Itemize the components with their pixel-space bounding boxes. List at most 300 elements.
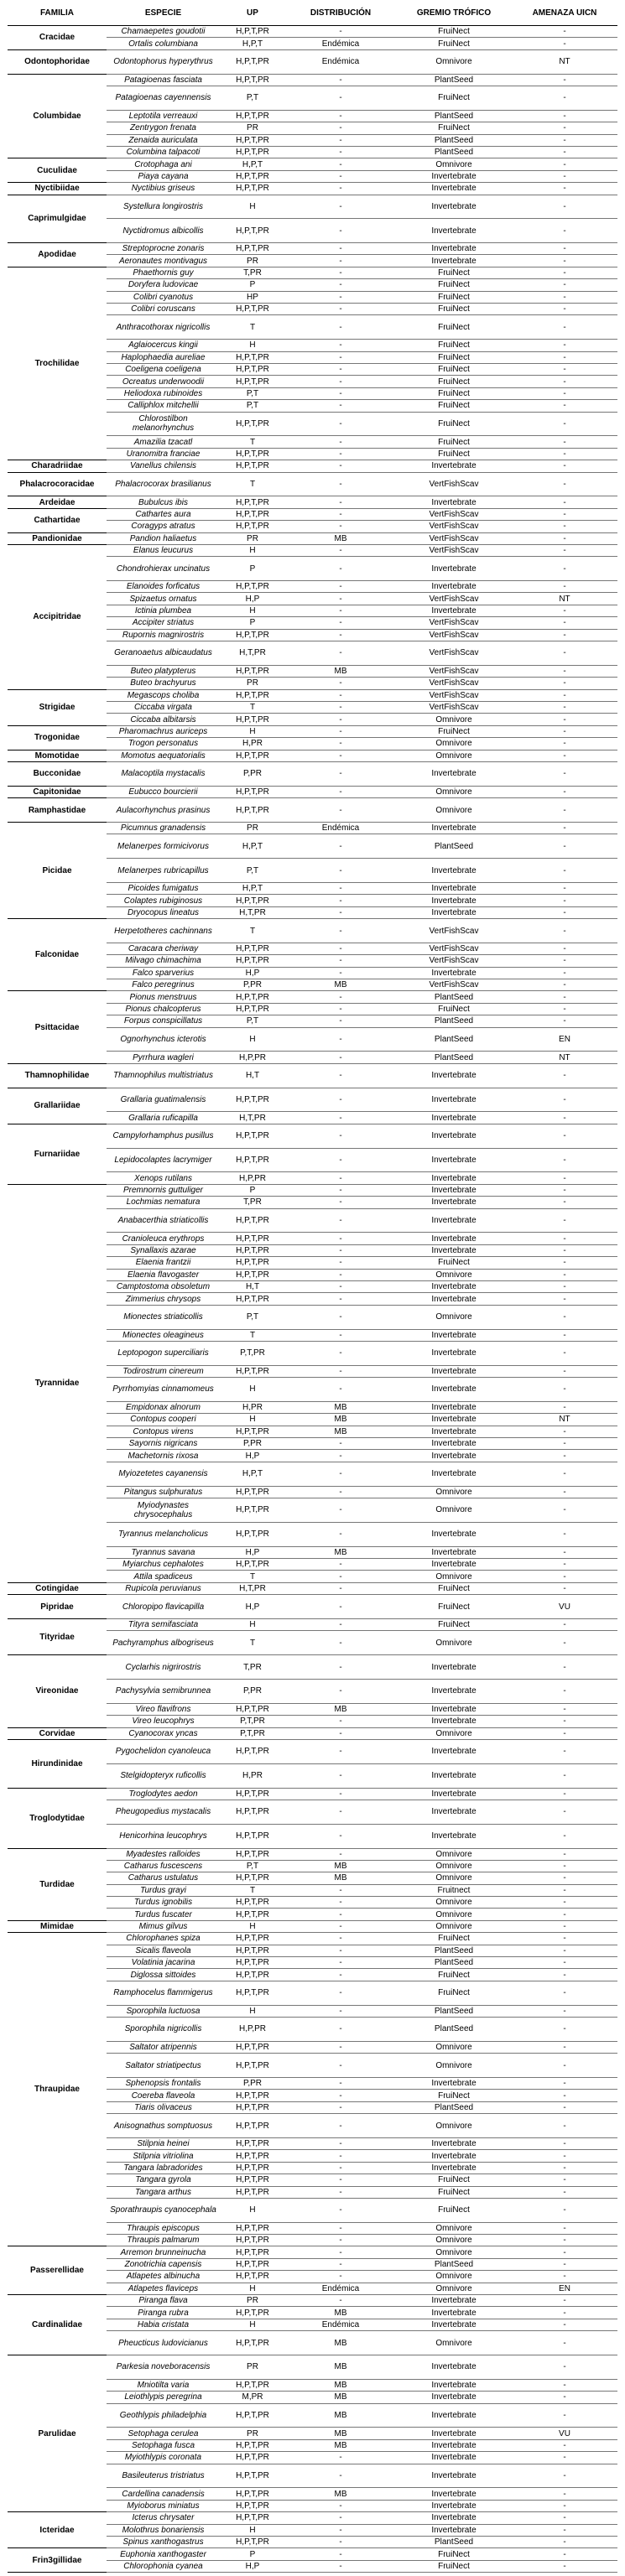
trophic-guild-cell: Omnivore bbox=[396, 49, 512, 74]
trophic-guild-cell: Invertebrate bbox=[396, 1124, 512, 1148]
species-cell: Bubulcus ibis bbox=[107, 496, 220, 508]
trophic-guild-cell: Invertebrate bbox=[396, 195, 512, 219]
species-cell: Dryocopus lineatus bbox=[107, 906, 220, 918]
up-cell: H,P bbox=[220, 593, 285, 605]
trophic-guild-cell: Invertebrate bbox=[396, 2307, 512, 2319]
trophic-guild-cell: PlantSeed bbox=[396, 110, 512, 122]
threat-status-cell: - bbox=[512, 2235, 617, 2246]
threat-status-cell: - bbox=[512, 2331, 617, 2355]
trophic-guild-cell: Invertebrate bbox=[396, 1341, 512, 1365]
distribution-cell: - bbox=[285, 376, 396, 387]
species-cell: Odontophorus hyperythrus bbox=[107, 49, 220, 74]
distribution-cell: - bbox=[285, 2137, 396, 2149]
distribution-cell: - bbox=[285, 1897, 396, 1909]
distribution-cell: - bbox=[285, 859, 396, 883]
threat-status-cell: - bbox=[512, 2295, 617, 2307]
trophic-guild-cell: Omnivore bbox=[396, 1498, 512, 1523]
threat-status-cell: - bbox=[512, 761, 617, 786]
distribution-cell: - bbox=[285, 702, 396, 714]
species-cell: Aglaiocercus kingii bbox=[107, 340, 220, 351]
distribution-cell: - bbox=[285, 1571, 396, 1582]
distribution-cell: - bbox=[285, 1112, 396, 1124]
threat-status-cell: - bbox=[512, 2162, 617, 2174]
table-row bbox=[8, 1727, 617, 1739]
species-cell: Ortalis columbiana bbox=[107, 38, 220, 49]
threat-status-cell: - bbox=[512, 1727, 617, 1739]
trophic-guild-cell: Omnivore bbox=[396, 1909, 512, 1920]
trophic-guild-cell: Fruitnect bbox=[396, 1884, 512, 1896]
threat-status-cell: - bbox=[512, 967, 617, 979]
trophic-guild-cell: Omnivore bbox=[396, 1920, 512, 1932]
table-row bbox=[8, 798, 617, 823]
threat-status-cell: - bbox=[512, 979, 617, 991]
species-cell: Anabacerthia striaticollis bbox=[107, 1208, 220, 1233]
family-name: Cracidae bbox=[8, 26, 107, 50]
species-cell: Sporophila luctuosa bbox=[107, 2005, 220, 2017]
up-cell: H,P,T,PR bbox=[220, 2054, 285, 2078]
threat-status-cell: - bbox=[512, 2137, 617, 2149]
species-cell: Diglossa sittoides bbox=[107, 1969, 220, 1981]
header-gremio-trofico: GREMIO TRÓFICO bbox=[396, 0, 512, 26]
up-cell: P bbox=[220, 1184, 285, 1196]
distribution-cell: - bbox=[285, 1800, 396, 1824]
species-cell: Pyrrhura wagleri bbox=[107, 1052, 220, 1063]
table-row bbox=[8, 195, 617, 219]
species-cell: Columbina talpacoti bbox=[107, 146, 220, 158]
trophic-guild-cell: PlantSeed bbox=[396, 834, 512, 859]
up-cell: H bbox=[220, 1378, 285, 1402]
distribution-cell: - bbox=[285, 1933, 396, 1945]
species-cell: Tyrannus savana bbox=[107, 1546, 220, 1558]
distribution-cell: - bbox=[285, 26, 396, 38]
threat-status-cell: - bbox=[512, 472, 617, 496]
trophic-guild-cell: VertFishScav bbox=[396, 702, 512, 714]
species-cell: Euphonia xanthogaster bbox=[107, 2548, 220, 2560]
distribution-cell: - bbox=[285, 2512, 396, 2524]
species-cell: Megascops choliba bbox=[107, 689, 220, 701]
distribution-cell: MB bbox=[285, 1872, 396, 1884]
threat-status-cell: - bbox=[512, 86, 617, 110]
trophic-guild-cell: Invertebrate bbox=[396, 1112, 512, 1124]
distribution-cell: - bbox=[285, 267, 396, 278]
distribution-cell: - bbox=[285, 2041, 396, 2053]
distribution-cell: - bbox=[285, 1015, 396, 1027]
distribution-cell: - bbox=[285, 641, 396, 666]
species-cell: Calliphlox mitchellii bbox=[107, 400, 220, 412]
trophic-guild-cell: FruiNect bbox=[396, 387, 512, 399]
up-cell: H,P,T,PR bbox=[220, 2114, 285, 2138]
up-cell: H,P bbox=[220, 967, 285, 979]
threat-status-cell: - bbox=[512, 1945, 617, 1956]
species-cell: Pheugopedius mystacalis bbox=[107, 1800, 220, 1824]
trophic-guild-cell: Invertebrate bbox=[396, 1378, 512, 1402]
family-name: Bucconidae bbox=[8, 761, 107, 786]
up-cell: P,T bbox=[220, 859, 285, 883]
trophic-guild-cell: PlantSeed bbox=[396, 2258, 512, 2270]
distribution-cell: - bbox=[285, 1631, 396, 1655]
trophic-guild-cell: Omnivore bbox=[396, 750, 512, 761]
species-cell: Stilpnia heinei bbox=[107, 2137, 220, 2149]
species-cell: Aeronautes montivagus bbox=[107, 255, 220, 267]
trophic-guild-cell: VertFishScav bbox=[396, 472, 512, 496]
distribution-cell: - bbox=[285, 1981, 396, 2005]
species-cell: Spizaetus ornatus bbox=[107, 593, 220, 605]
table-row bbox=[8, 750, 617, 761]
trophic-guild-cell: PlantSeed bbox=[396, 2101, 512, 2113]
threat-status-cell: - bbox=[512, 665, 617, 677]
up-cell: T bbox=[220, 919, 285, 943]
table-row bbox=[8, 1739, 617, 1763]
threat-status-cell: - bbox=[512, 436, 617, 448]
trophic-guild-cell: PlantSeed bbox=[396, 1027, 512, 1052]
up-cell: H,P,T,PR bbox=[220, 2090, 285, 2101]
threat-status-cell: - bbox=[512, 1631, 617, 1655]
trophic-guild-cell: Invertebrate bbox=[396, 170, 512, 182]
header-amenaza-uicn: AMENAZA UICN bbox=[512, 0, 617, 26]
up-cell: H,P,T bbox=[220, 158, 285, 170]
species-cell: Pachysylvia semibrunnea bbox=[107, 1679, 220, 1703]
up-cell: H,P,T,PR bbox=[220, 2512, 285, 2524]
species-cell: Picumnus granadensis bbox=[107, 822, 220, 834]
distribution-cell: MB bbox=[285, 665, 396, 677]
threat-status-cell: EN bbox=[512, 1027, 617, 1052]
distribution-cell: - bbox=[285, 400, 396, 412]
distribution-cell: - bbox=[285, 2090, 396, 2101]
distribution-cell: - bbox=[285, 689, 396, 701]
threat-status-cell: - bbox=[512, 496, 617, 508]
up-cell: H,P,PR bbox=[220, 2018, 285, 2042]
distribution-cell: - bbox=[285, 557, 396, 581]
table-row bbox=[8, 1595, 617, 1619]
trophic-guild-cell: Invertebrate bbox=[396, 1293, 512, 1305]
distribution-cell: - bbox=[285, 2186, 396, 2198]
species-cell: Tangara arthus bbox=[107, 2186, 220, 2198]
species-cell: Chloropipo flavicapilla bbox=[107, 1595, 220, 1619]
up-cell: H,P,T,PR bbox=[220, 2488, 285, 2500]
distribution-cell: - bbox=[285, 2258, 396, 2270]
trophic-guild-cell: VertFishScav bbox=[396, 544, 512, 556]
threat-status-cell: - bbox=[512, 183, 617, 195]
threat-status-cell: - bbox=[512, 1739, 617, 1763]
up-cell: P bbox=[220, 557, 285, 581]
distribution-cell: - bbox=[285, 1293, 396, 1305]
distribution-cell: - bbox=[285, 364, 396, 376]
threat-status-cell: - bbox=[512, 315, 617, 340]
threat-status-cell: - bbox=[512, 2307, 617, 2319]
threat-status-cell: - bbox=[512, 1582, 617, 1594]
species-cell: Chlorophanes spiza bbox=[107, 1933, 220, 1945]
distribution-cell: - bbox=[285, 1197, 396, 1208]
up-cell: H,P,T,PR bbox=[220, 2222, 285, 2234]
distribution-cell: - bbox=[285, 1329, 396, 1341]
family-name: Corvidae bbox=[8, 1727, 107, 1739]
threat-status-cell: - bbox=[512, 2464, 617, 2488]
up-cell: PR bbox=[220, 532, 285, 544]
up-cell: H,P bbox=[220, 2560, 285, 2572]
distribution-cell: MB bbox=[285, 1546, 396, 1558]
distribution-cell: - bbox=[285, 508, 396, 520]
distribution-cell: MB bbox=[285, 2307, 396, 2319]
threat-status-cell: - bbox=[512, 798, 617, 823]
species-cell: Phalacrocorax brasilianus bbox=[107, 472, 220, 496]
species-cell: Premnornis guttuliger bbox=[107, 1184, 220, 1196]
species-cell: Myadestes ralloides bbox=[107, 1848, 220, 1860]
species-cell: Myiothlypis coronata bbox=[107, 2452, 220, 2464]
species-cell: Uranomitra franciae bbox=[107, 448, 220, 460]
table-row bbox=[8, 460, 617, 472]
up-cell: H bbox=[220, 1414, 285, 1426]
threat-status-cell: - bbox=[512, 1305, 617, 1329]
threat-status-cell: - bbox=[512, 943, 617, 954]
up-cell: H,P,T,PR bbox=[220, 1257, 285, 1269]
species-cell: Turdus ignobilis bbox=[107, 1897, 220, 1909]
up-cell: H,PR bbox=[220, 1763, 285, 1788]
trophic-guild-cell: FruiNect bbox=[396, 2198, 512, 2222]
distribution-cell: - bbox=[285, 472, 396, 496]
up-cell: P,T bbox=[220, 86, 285, 110]
trophic-guild-cell: FruiNect bbox=[396, 400, 512, 412]
threat-status-cell: - bbox=[512, 2392, 617, 2403]
distribution-cell: - bbox=[285, 1148, 396, 1172]
up-cell: PR bbox=[220, 122, 285, 134]
trophic-guild-cell: Omnivore bbox=[396, 1486, 512, 1498]
threat-status-cell: VU bbox=[512, 2428, 617, 2439]
distribution-cell: - bbox=[285, 750, 396, 761]
family-name: Caprimulgidae bbox=[8, 195, 107, 243]
distribution-cell: Endémica bbox=[285, 38, 396, 49]
up-cell: P,T bbox=[220, 400, 285, 412]
up-cell: H bbox=[220, 2283, 285, 2294]
trophic-guild-cell: Omnivore bbox=[396, 2041, 512, 2053]
distribution-cell: - bbox=[285, 605, 396, 616]
threat-status-cell: - bbox=[512, 1462, 617, 1486]
trophic-guild-cell: VertFishScav bbox=[396, 508, 512, 520]
up-cell: H,P,T,PR bbox=[220, 1559, 285, 1571]
species-cell: Ognorhynchus icterotis bbox=[107, 1027, 220, 1052]
up-cell: T,PR bbox=[220, 267, 285, 278]
distribution-cell: - bbox=[285, 436, 396, 448]
species-cell: Geranoaetus albicaudatus bbox=[107, 641, 220, 666]
up-cell: P bbox=[220, 617, 285, 629]
species-cell: Habia cristata bbox=[107, 2319, 220, 2330]
trophic-guild-cell: FruiNect bbox=[396, 267, 512, 278]
species-cell: Falco peregrinus bbox=[107, 979, 220, 991]
up-cell: H,P,T,PR bbox=[220, 448, 285, 460]
up-cell: T bbox=[220, 1884, 285, 1896]
up-cell: H bbox=[220, 195, 285, 219]
threat-status-cell: - bbox=[512, 702, 617, 714]
distribution-cell: MB bbox=[285, 1426, 396, 1437]
species-cell: Parkesia noveboracensis bbox=[107, 2355, 220, 2380]
table-row bbox=[8, 49, 617, 74]
trophic-guild-cell: Omnivore bbox=[396, 2271, 512, 2283]
up-cell: P,T bbox=[220, 1305, 285, 1329]
species-cell: Atlapetes albinucha bbox=[107, 2271, 220, 2283]
trophic-guild-cell: Invertebrate bbox=[396, 1559, 512, 1571]
up-cell: P,T bbox=[220, 1015, 285, 1027]
distribution-cell: - bbox=[285, 448, 396, 460]
table-row bbox=[8, 183, 617, 195]
up-cell: H,P,T,PR bbox=[220, 1148, 285, 1172]
trophic-guild-cell: Invertebrate bbox=[396, 183, 512, 195]
trophic-guild-cell: Invertebrate bbox=[396, 1148, 512, 1172]
threat-status-cell: - bbox=[512, 146, 617, 158]
threat-status-cell: - bbox=[512, 1293, 617, 1305]
species-cell: Pachyramphus albogriseus bbox=[107, 1631, 220, 1655]
threat-status-cell: - bbox=[512, 1280, 617, 1292]
up-cell: H bbox=[220, 605, 285, 616]
trophic-guild-cell: Omnivore bbox=[396, 1848, 512, 1860]
threat-status-cell: - bbox=[512, 1184, 617, 1196]
species-cell: Henicorhina leucophrys bbox=[107, 1824, 220, 1848]
species-cell: Anthracothorax nigricollis bbox=[107, 315, 220, 340]
trophic-guild-cell: Omnivore bbox=[396, 1727, 512, 1739]
threat-status-cell: - bbox=[512, 1197, 617, 1208]
table-header bbox=[8, 0, 617, 26]
threat-status-cell: - bbox=[512, 2560, 617, 2572]
distribution-cell: - bbox=[285, 834, 396, 859]
distribution-cell: MB bbox=[285, 1703, 396, 1715]
family-name: Psittacidae bbox=[8, 991, 107, 1063]
threat-status-cell: - bbox=[512, 2258, 617, 2270]
family-name: Icteridae bbox=[8, 2512, 107, 2548]
distribution-cell: - bbox=[285, 340, 396, 351]
threat-status-cell: - bbox=[512, 2174, 617, 2186]
family-name: Thamnophilidae bbox=[8, 1063, 107, 1088]
threat-status-cell: - bbox=[512, 2041, 617, 2053]
family-name: Picidae bbox=[8, 822, 107, 918]
up-cell: H,P,T,PR bbox=[220, 1969, 285, 1981]
trophic-guild-cell: FruiNect bbox=[396, 38, 512, 49]
trophic-guild-cell: Invertebrate bbox=[396, 895, 512, 906]
threat-status-cell: - bbox=[512, 1486, 617, 1498]
up-cell: H,PR bbox=[220, 738, 285, 750]
trophic-guild-cell: Invertebrate bbox=[396, 2464, 512, 2488]
species-cell: Myiodynastes chrysocephalus bbox=[107, 1498, 220, 1523]
distribution-cell: - bbox=[285, 2271, 396, 2283]
threat-status-cell: - bbox=[512, 605, 617, 616]
family-name: Thraupidae bbox=[8, 1933, 107, 2246]
trophic-guild-cell: Omnivore bbox=[396, 1305, 512, 1329]
trophic-guild-cell: Invertebrate bbox=[396, 1233, 512, 1244]
trophic-guild-cell: Omnivore bbox=[396, 714, 512, 725]
up-cell: H,P,PR bbox=[220, 1052, 285, 1063]
distribution-cell: MB bbox=[285, 2439, 396, 2451]
trophic-guild-cell: Omnivore bbox=[396, 738, 512, 750]
threat-status-cell: - bbox=[512, 2271, 617, 2283]
threat-status-cell: - bbox=[512, 134, 617, 146]
distribution-cell: - bbox=[285, 243, 396, 255]
up-cell: H,P,T,PR bbox=[220, 364, 285, 376]
up-cell: H bbox=[220, 340, 285, 351]
threat-status-cell: - bbox=[512, 243, 617, 255]
trophic-guild-cell: Invertebrate bbox=[396, 2488, 512, 2500]
up-cell: H bbox=[220, 544, 285, 556]
distribution-cell: - bbox=[285, 882, 396, 894]
up-cell: P,PR bbox=[220, 1679, 285, 1703]
species-cell: Vanellus chilensis bbox=[107, 460, 220, 472]
table-row bbox=[8, 1582, 617, 1594]
species-cell: Pionus chalcopterus bbox=[107, 1003, 220, 1015]
up-cell: PR bbox=[220, 2428, 285, 2439]
up-cell: H,P,T,PR bbox=[220, 1909, 285, 1920]
distribution-cell: - bbox=[285, 2560, 396, 2572]
species-cell: Coragyps atratus bbox=[107, 521, 220, 532]
species-cell: Camptostoma obsoletum bbox=[107, 1280, 220, 1292]
distribution-cell: - bbox=[285, 1848, 396, 1860]
family-name: Frin3gillidae bbox=[8, 2548, 107, 2573]
species-cell: Accipiter striatus bbox=[107, 617, 220, 629]
threat-status-cell: - bbox=[512, 2500, 617, 2511]
trophic-guild-cell: Invertebrate bbox=[396, 1184, 512, 1196]
trophic-guild-cell: Invertebrate bbox=[396, 1208, 512, 1233]
up-cell: H,P,T,PR bbox=[220, 2174, 285, 2186]
trophic-guild-cell: Invertebrate bbox=[396, 1414, 512, 1426]
species-cell: Vireo flavifrons bbox=[107, 1703, 220, 1715]
species-cell: Saltator atripennis bbox=[107, 2041, 220, 2053]
up-cell: H,P,T,PR bbox=[220, 1897, 285, 1909]
up-cell: P,PR bbox=[220, 979, 285, 991]
table-row bbox=[8, 267, 617, 278]
distribution-cell: - bbox=[285, 1920, 396, 1932]
threat-status-cell: - bbox=[512, 1788, 617, 1800]
trophic-guild-cell: Omnivore bbox=[396, 158, 512, 170]
distribution-cell: - bbox=[285, 496, 396, 508]
up-cell: H,P,T,PR bbox=[220, 508, 285, 520]
species-cell: Cyanocorax yncas bbox=[107, 1727, 220, 1739]
up-cell: H,P,T,PR bbox=[220, 1800, 285, 1824]
threat-status-cell: - bbox=[512, 521, 617, 532]
distribution-cell: - bbox=[285, 2005, 396, 2017]
threat-status-cell: - bbox=[512, 1763, 617, 1788]
up-cell: H,P,T,PR bbox=[220, 49, 285, 74]
species-cell: Pitangus sulphuratus bbox=[107, 1486, 220, 1498]
threat-status-cell: - bbox=[512, 1969, 617, 1981]
distribution-cell: - bbox=[285, 158, 396, 170]
species-cell: Atlapetes flaviceps bbox=[107, 2283, 220, 2294]
trophic-guild-cell: Invertebrate bbox=[396, 2512, 512, 2524]
distribution-cell: - bbox=[285, 544, 396, 556]
distribution-cell: - bbox=[285, 279, 396, 291]
trophic-guild-cell: Invertebrate bbox=[396, 1716, 512, 1727]
threat-status-cell: - bbox=[512, 859, 617, 883]
distribution-cell: - bbox=[285, 1498, 396, 1523]
species-cell: Pandion haliaetus bbox=[107, 532, 220, 544]
threat-status-cell: - bbox=[512, 2114, 617, 2138]
threat-status-cell: - bbox=[512, 1957, 617, 1969]
up-cell: P,T,PR bbox=[220, 1727, 285, 1739]
up-cell: H,P,PR bbox=[220, 1172, 285, 1184]
up-cell: H,P,T,PR bbox=[220, 412, 285, 436]
trophic-guild-cell: VertFishScav bbox=[396, 665, 512, 677]
distribution-cell: - bbox=[285, 1184, 396, 1196]
species-cell: Rupicola peruvianus bbox=[107, 1582, 220, 1594]
species-cell: Catharus fuscescens bbox=[107, 1860, 220, 1872]
family-name: Mimidae bbox=[8, 1920, 107, 1932]
distribution-cell: - bbox=[285, 183, 396, 195]
threat-status-cell: - bbox=[512, 2150, 617, 2162]
threat-status-cell: - bbox=[512, 1148, 617, 1172]
species-cell: Mimus gilvus bbox=[107, 1920, 220, 1932]
threat-status-cell: - bbox=[512, 1716, 617, 1727]
threat-status-cell: - bbox=[512, 689, 617, 701]
up-cell: H,P,T,PR bbox=[220, 1003, 285, 1015]
species-cell: Elanoides forficatus bbox=[107, 581, 220, 593]
species-cell: Mniotilta varia bbox=[107, 2379, 220, 2391]
species-cell: Troglodytes aedon bbox=[107, 1788, 220, 1800]
distribution-cell: - bbox=[285, 617, 396, 629]
up-cell: PR bbox=[220, 2295, 285, 2307]
